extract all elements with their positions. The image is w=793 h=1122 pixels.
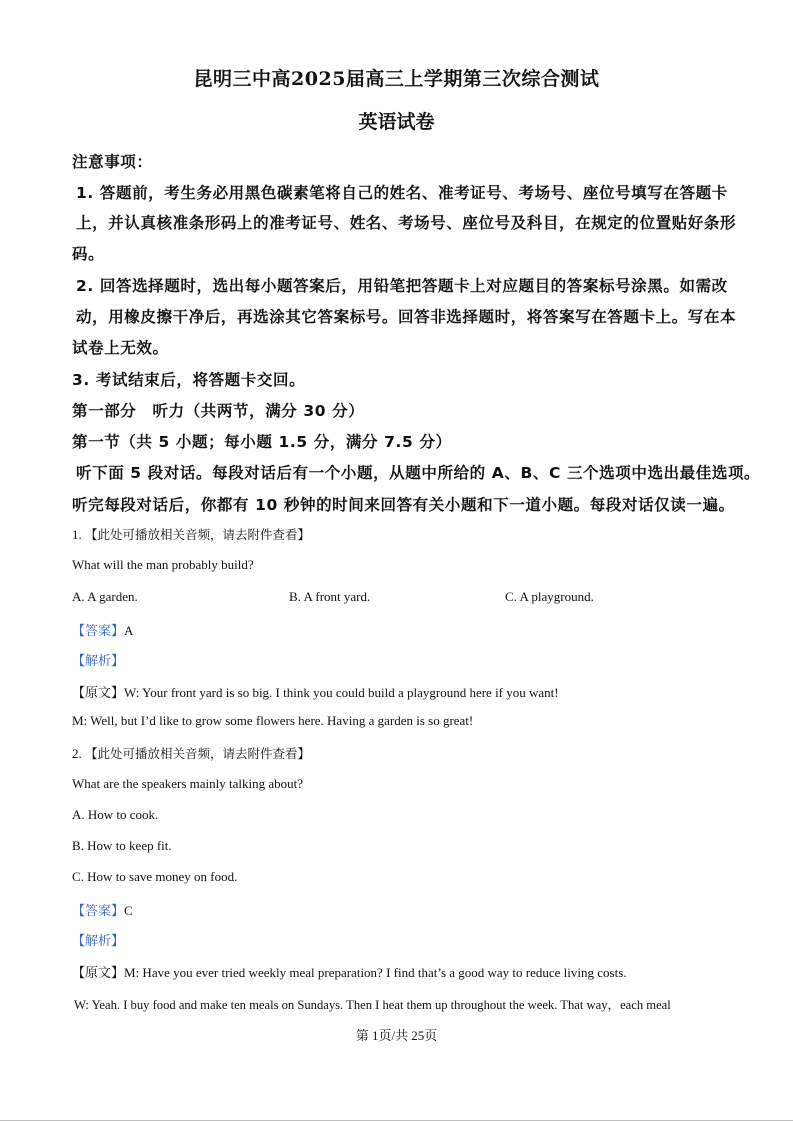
notice-item1-line1: 1. 答题前，考生务必用黑色碳素笔将自己的姓名、准考证号、考场号、座位号填写在答题卡 [76,184,728,202]
q1-question: What will the man probably build? [72,557,254,572]
q2-answer-value: C [124,903,133,918]
q2-source-line1 [72,962,723,981]
page-number: 第 1页/共 25页 [355,1028,438,1043]
q1-number: 1. [72,527,82,542]
q1-answer-value: A [124,623,134,638]
q2-analysis [72,930,723,949]
q2-question: What are the speakers mainly talking about? [72,776,304,791]
notice-item2-line2: 动，用橡皮擦干净后，再选涂其它答案标号。回答非选择题时，将答案写在答题卡上。写在本 [76,308,737,326]
q1-answer [72,620,723,639]
notice-heading: 注意事项： [72,153,153,171]
q2-number: 2. [72,746,82,761]
q2-source-tag: 【原文】 [72,966,125,981]
q2-audio-note[interactable]: 【此处可播放相关音频，请去附件查看】 [85,746,311,761]
q2-analysis-tag: 【解析】 [72,934,125,949]
q2-header [72,744,723,762]
q1-header [72,525,723,543]
section1-heading: 第一节（共 5 小题；每小题 1.5 分，满分 7.5 分） [72,433,452,451]
q2-option-b: B. How to keep fit. [72,838,172,853]
notice-item1-line2: 上，并认真核准条形码上的准考证号、姓名、考场号、座位号及科目，在规定的位置贴好条形 [76,214,737,232]
q2-option-c: C. How to save money on food. [72,869,238,884]
instruction-line2: 听完每段对话后，你都有 10 秒钟的时间来回答有关小题和下一道小题。每段对话仅读一遍。 [72,496,735,514]
notice-item3: 3. 考试结束后，将答题卡交回。 [72,371,306,389]
q1-analysis-tag: 【解析】 [72,654,125,669]
q2-option-a: A. How to cook. [72,807,159,822]
q2-answer [72,900,723,919]
notice-item1-line3: 码。 [72,245,105,263]
q1-analysis [72,650,723,669]
instruction-line1: 听下面 5 段对话。每段对话后有一个小题，从题中所给的 A、B、C 三个选项中选出最佳选项。 [76,464,761,482]
q1-option-a: A. A garden. [72,589,138,604]
exam-title: 昆明三中高2025届高三上学期第三次综合测试 [193,68,600,90]
q1-option-b: B. A front yard. [289,589,371,604]
q1-answer-tag: 【答案】 [72,624,125,639]
q1-source-tag: 【原文】 [72,686,125,701]
notice-item2-line3: 试卷上无效。 [72,339,169,357]
page-bottom-divider [0,1120,793,1121]
q2-source-text1: M: Have you ever tried weekly meal preparation? I find that’s a good way to reduce living costs. [124,965,627,980]
notice-item2-line1: 2. 回答选择题时，选出每小题答案后，用铅笔把答题卡上对应题目的答案标号涂黑。如需改 [76,277,728,295]
q1-option-c: C. A playground. [505,589,594,604]
q2-answer-tag: 【答案】 [72,904,125,919]
q1-source-line1 [72,682,723,701]
q1-audio-note[interactable]: 【此处可播放相关音频，请去附件查看】 [85,527,311,542]
q1-source-line2: M: Well, but I’d like to grow some flowers here. Having a garden is so great! [72,713,474,728]
part1-heading: 第一部分 听力（共两节，满分 30 分） [72,402,365,420]
q1-source-text1: W: Your front yard is so big. I think you could build a playground here if you want! [124,685,559,700]
exam-subtitle: 英语试卷 [358,111,435,133]
q2-source-line2: W: Yeah. I buy food and make ten meals on Sundays. Then I heat them up throughout the week. That way，each meal [74,998,671,1012]
